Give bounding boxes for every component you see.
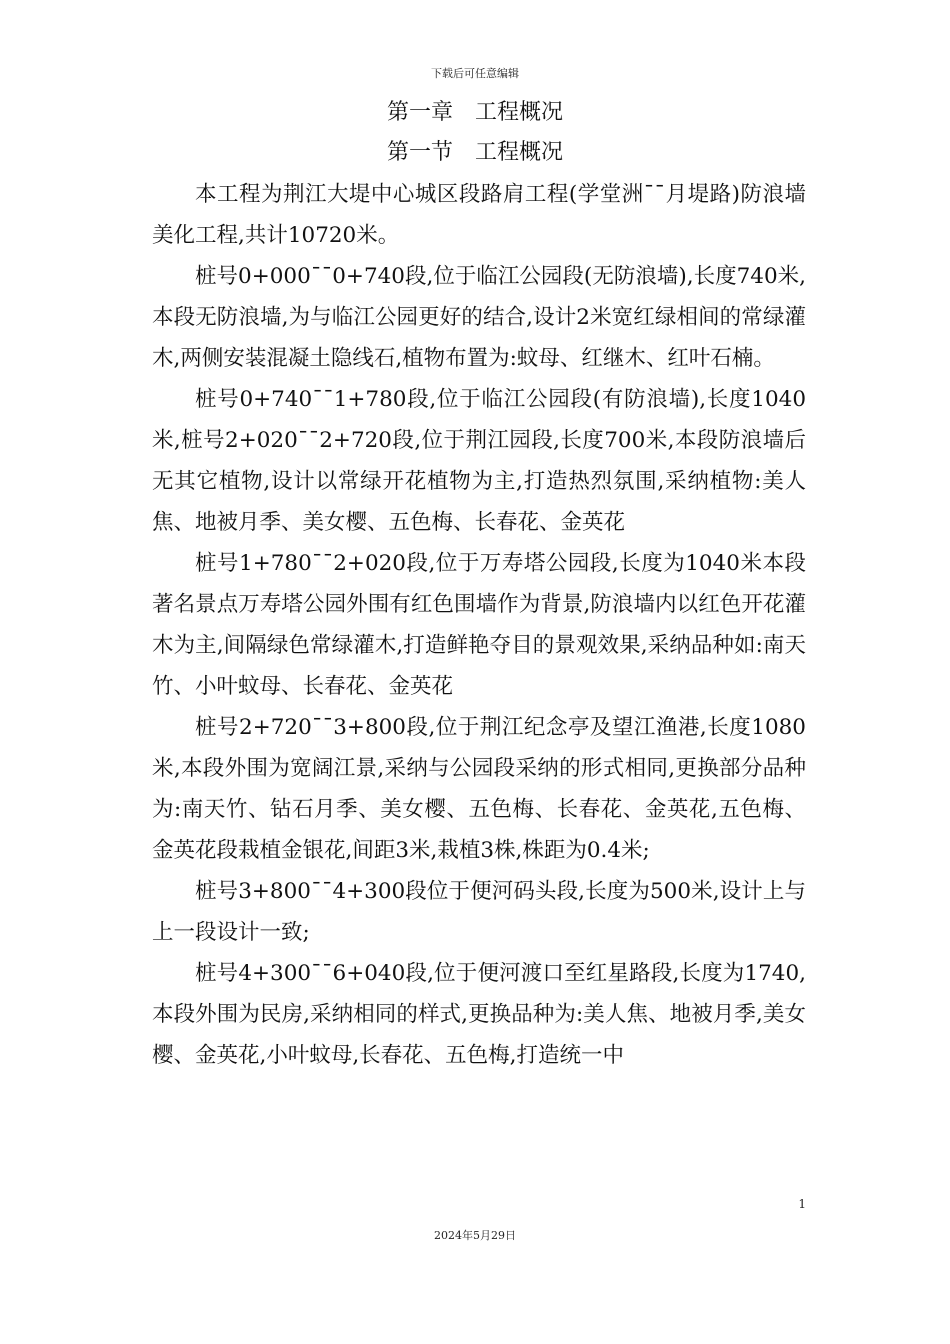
chapter-title: 第一章 工程概况 xyxy=(386,100,563,125)
page-header-note: 下载后可任意编辑 xyxy=(431,67,519,80)
paragraph-segment-2720-3800: 桩号2+720¯¯3+800段,位于荆江纪念亭及望江渔港,长度1080米,本段外围为宽阔江景,采纳与公园段采纳的形式相同,更换部分品种为:南天竹、钻石月季、美女樱、五色梅、长春花、金英花,五色梅、金英花段栽植金银花,间距3米,栽植3株,株距为0.4米; xyxy=(152,715,806,863)
paragraph-segment-4300-6040: 桩号4+300¯¯6+040段,位于便河渡口至红星路段,长度为1740,本段外围为民房,采纳相同的样式,更换品种为:美人焦、地被月季,美女樱、金英花,小叶蚊母,长春花、五色梅,打造统一中 xyxy=(152,961,806,1068)
paragraph-segment-3800-4300: 桩号3+800¯¯4+300段位于便河码头段,长度为500米,设计上与上一段设计一致; xyxy=(152,879,806,945)
paragraph-segment-0000-0740: 桩号0+000¯¯0+740段,位于临江公园段(无防浪墙),长度740米,本段无防浪墙,为与临江公园更好的结合,设计2米宽红绿相间的常绿灌木,两侧安装混凝土隐线石,植物布置为:蚊母、红继木、红叶石楠。 xyxy=(152,264,806,371)
page-number: 1 xyxy=(798,1197,806,1211)
paragraph-segment-0740-1780: 桩号0+740¯¯1+780段,位于临江公园段(有防浪墙),长度1040米,桩号2+020¯¯2+720段,位于荆江园段,长度700米,本段防浪墙后无其它植物,设计以常绿开花植物为主,打造热烈氛围,采纳植物:美人焦、地被月季、美女樱、五色梅、长春花、金英花 xyxy=(152,387,806,535)
section-title: 第一节 工程概况 xyxy=(386,140,563,165)
footer-date: 2024年5月29日 xyxy=(434,1229,516,1242)
paragraph-segment-1780-2020: 桩号1+780¯¯2+020段,位于万寿塔公园段,长度为1040米本段著名景点万寿塔公园外围有红色围墙作为背景,防浪墙内以红色开花灌木为主,间隔绿色常绿灌木,打造鲜艳夺目的景观效果,采纳品种如:南天竹、小叶蚊母、长春花、金英花 xyxy=(152,551,806,699)
body-text xyxy=(152,174,806,1076)
paragraph-overview: 本工程为荆江大堤中心城区段路肩工程(学堂洲¯¯月堤路)防浪墙美化工程,共计10720米。 xyxy=(152,182,806,248)
